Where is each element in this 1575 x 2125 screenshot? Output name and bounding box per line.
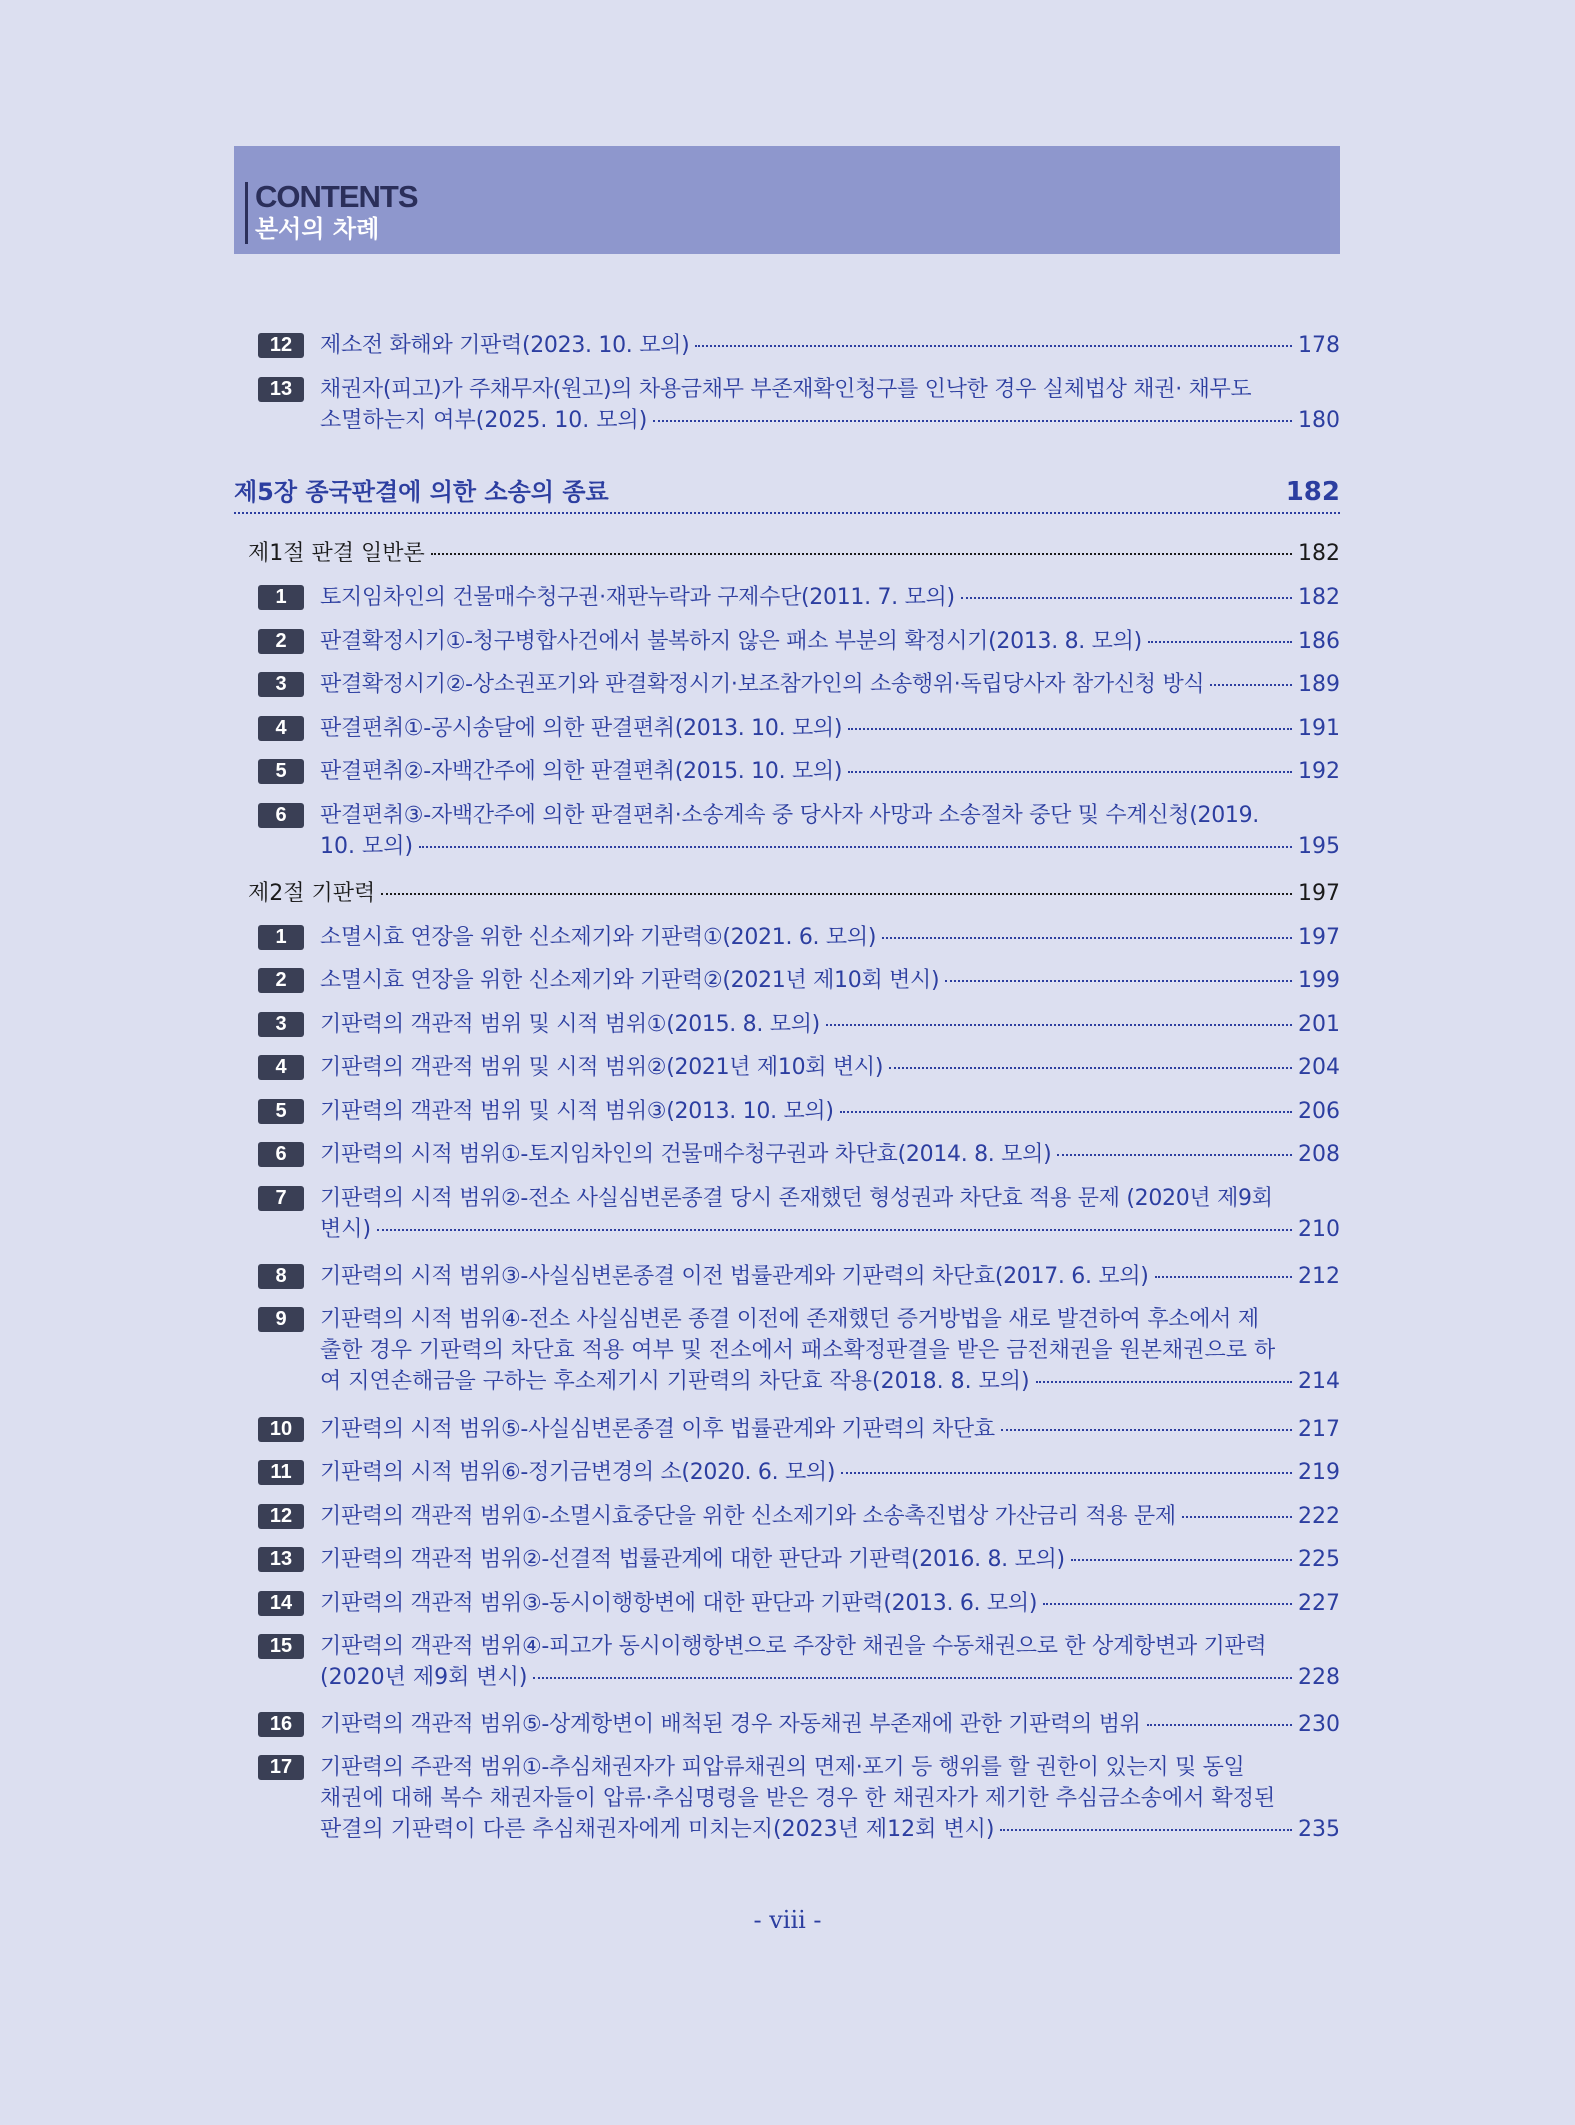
header-accent-bar	[245, 182, 248, 244]
entry-page-number: 214	[1298, 1369, 1340, 1394]
entry-title-text: 판결확정시기①-청구병합사건에서 불복하지 않은 패소 부분의 확정시기(2013. 8. 모의)	[320, 629, 1142, 654]
entry-title-text: 판결편취③-자백간주에 의한 판결편취·소송계속 중 당사자 사망과 소송절차 중단 및 수계신청(2019.	[320, 803, 1259, 828]
entry-page-number: 208	[1298, 1142, 1340, 1167]
entry-number-badge: 2	[258, 629, 304, 654]
entry-page-number: 191	[1298, 716, 1340, 741]
dot-leader	[945, 980, 1292, 982]
dot-leader	[826, 1024, 1292, 1026]
dot-leader	[1182, 1516, 1292, 1518]
entry-title-line	[320, 1139, 1340, 1170]
dot-leader	[1036, 1381, 1292, 1383]
entry-page-number: 219	[1298, 1460, 1340, 1485]
entry-title-line	[320, 1052, 1340, 1083]
entry-number-badge: 6	[258, 1142, 304, 1167]
dot-leader	[961, 597, 1292, 599]
entry-title-text: 기판력의 객관적 범위④-피고가 동시이행항변으로 주장한 채권을 수동채권으로 한 상계항변과 기판력	[320, 1634, 1267, 1659]
entry-title-line	[320, 669, 1340, 700]
entry-title-line	[320, 1457, 1340, 1488]
entry-title-text: 제소전 화해와 기판력(2023. 10. 모의)	[320, 333, 690, 358]
entry-title-text: 소멸시효 연장을 위한 신소제기와 기판력②(2021년 제10회 변시)	[320, 968, 940, 993]
dot-leader	[377, 1229, 1292, 1231]
dot-leader	[889, 1067, 1292, 1069]
dot-leader	[1001, 1429, 1292, 1431]
entry-title-text: 기판력의 시적 범위②-전소 사실심변론종결 당시 존재했던 형성권과 차단효 적용 문제 (2020년 제9회	[320, 1186, 1273, 1211]
entry-title-line	[320, 1096, 1340, 1127]
entry-title-line	[320, 374, 1340, 405]
entry-title-text: 기판력의 객관적 범위③-동시이행항변에 대한 판단과 기판력(2013. 6. 모의)	[320, 1591, 1038, 1616]
dot-leader	[1148, 641, 1292, 643]
entry-number-badge: 7	[258, 1186, 304, 1211]
entry-title-line	[320, 405, 1340, 436]
entry-title-text: 출한 경우 기판력의 차단효 적용 여부 및 전소에서 패소확정판결을 받은 금전채권을 원본채권으로 하	[320, 1338, 1276, 1363]
entry-title-text: 10. 모의)	[320, 834, 414, 859]
entry-title-text: 기판력의 시적 범위④-전소 사실심변론 종결 이전에 존재했던 증거방법을 새로 발견하여 후소에서 제	[320, 1307, 1259, 1332]
entry-page-number: 206	[1298, 1099, 1340, 1124]
entry-number-badge: 15	[258, 1634, 304, 1659]
section-heading[interactable]	[234, 878, 1340, 909]
entry-page-number: 225	[1298, 1547, 1340, 1572]
entry-page-number: 182	[1298, 585, 1340, 610]
entry-number-badge: 12	[258, 1504, 304, 1529]
entry-number-badge: 10	[258, 1417, 304, 1442]
entry-title-line	[320, 1631, 1340, 1662]
entry-page-number: 197	[1298, 925, 1340, 950]
entry-title-text: 여 지연손해금을 구하는 후소제기시 기판력의 차단효 작용(2018. 8. 모의)	[320, 1369, 1030, 1394]
entry-title-line	[320, 965, 1340, 996]
entry-number-badge: 5	[258, 759, 304, 784]
section-heading[interactable]	[234, 538, 1340, 569]
entry-page-number: 212	[1298, 1264, 1340, 1289]
entry-title-line	[320, 800, 1340, 831]
entry-page-number: 195	[1298, 834, 1340, 859]
entry-title-text: 판결확정시기②-상소권포기와 판결확정시기·보조참가인의 소송행위·독립당사자 참가신청 방식	[320, 672, 1205, 697]
entry-number-badge: 4	[258, 716, 304, 741]
dot-leader	[533, 1677, 1292, 1679]
entry-number-badge: 3	[258, 672, 304, 697]
section-title: 제1절 판결 일반론	[248, 541, 425, 566]
entry-title-text: (2020년 제9회 변시)	[320, 1665, 528, 1690]
entry-title-line	[320, 1783, 1340, 1814]
entry-page-number: 230	[1298, 1712, 1340, 1737]
entry-title-line	[320, 1414, 1340, 1445]
entry-title-line	[320, 330, 1340, 361]
entry-title-text: 기판력의 객관적 범위 및 시적 범위②(2021년 제10회 변시)	[320, 1055, 884, 1080]
entry-title-text: 기판력의 객관적 범위 및 시적 범위①(2015. 8. 모의)	[320, 1012, 820, 1037]
entry-title-line	[320, 1366, 1340, 1397]
entry-title-text: 판결편취②-자백간주에 의한 판결편취(2015. 10. 모의)	[320, 759, 843, 784]
entry-number-badge: 17	[258, 1755, 304, 1780]
entry-number-badge: 16	[258, 1712, 304, 1737]
entry-number-badge: 11	[258, 1460, 304, 1485]
dot-leader	[381, 893, 1292, 895]
dot-leader	[1210, 684, 1292, 686]
entry-page-number: 180	[1298, 408, 1340, 433]
dot-leader	[882, 937, 1292, 939]
entry-title-line	[320, 1304, 1340, 1335]
entry-page-number: 228	[1298, 1665, 1340, 1690]
entry-title-text: 판결의 기판력이 다른 추심채권자에게 미치는지(2023년 제12회 변시)	[320, 1817, 995, 1842]
entry-page-number: 186	[1298, 629, 1340, 654]
entry-title-line	[320, 1009, 1340, 1040]
entry-title-line	[320, 922, 1340, 953]
entry-number-badge: 4	[258, 1055, 304, 1080]
entry-title-text: 기판력의 주관적 범위①-추심채권자가 피압류채권의 면제·포기 등 행위를 할 권한이 있는지 및 동일	[320, 1755, 1245, 1780]
entry-title-text: 기판력의 객관적 범위⑤-상계항변이 배척된 경우 자동채권 부존재에 관한 기판력의 범위	[320, 1712, 1141, 1737]
entry-title-line	[320, 1752, 1340, 1783]
entry-page-number: 227	[1298, 1591, 1340, 1616]
header-subtitle: 본서의 차례	[255, 215, 380, 243]
entry-number-badge: 14	[258, 1591, 304, 1616]
entry-page-number: 217	[1298, 1417, 1340, 1442]
section-page-number: 182	[1298, 541, 1340, 566]
entry-title-line	[320, 1214, 1340, 1245]
entry-number-badge: 8	[258, 1264, 304, 1289]
dot-leader	[653, 420, 1292, 422]
entry-number-badge: 5	[258, 1099, 304, 1124]
section-title: 제2절 기판력	[248, 881, 376, 906]
dot-leader	[695, 345, 1292, 347]
entry-title-text: 기판력의 시적 범위⑥-정기금변경의 소(2020. 6. 모의)	[320, 1460, 836, 1485]
dot-leader	[841, 1472, 1292, 1474]
entry-page-number: 204	[1298, 1055, 1340, 1080]
entry-number-badge: 2	[258, 968, 304, 993]
entry-number-badge: 9	[258, 1307, 304, 1332]
entry-title-line	[320, 831, 1340, 862]
entry-page-number: 210	[1298, 1217, 1340, 1242]
entry-title-text: 기판력의 시적 범위①-토지임차인의 건물매수청구권과 차단효(2014. 8. 모의)	[320, 1142, 1052, 1167]
entry-title-line	[320, 1544, 1340, 1575]
entry-number-badge: 6	[258, 803, 304, 828]
entry-page-number: 192	[1298, 759, 1340, 784]
entry-title-line	[320, 1662, 1340, 1693]
entry-title-line	[320, 1183, 1340, 1214]
entry-title-text: 기판력의 시적 범위③-사실심변론종결 이전 법률관계와 기판력의 차단효(2017. 6. 모의)	[320, 1264, 1149, 1289]
entry-page-number: 201	[1298, 1012, 1340, 1037]
entry-title-line	[320, 626, 1340, 657]
entry-title-text: 채권자(피고)가 주채무자(원고)의 차용금채무 부존재확인청구를 인낙한 경우 실체법상 채권· 채무도	[320, 377, 1252, 402]
entry-number-badge: 13	[258, 1547, 304, 1572]
section-page-number: 197	[1298, 881, 1340, 906]
entry-title-line	[320, 713, 1340, 744]
entry-page-number: 222	[1298, 1504, 1340, 1529]
header-title: CONTENTS	[255, 179, 418, 214]
dot-leader	[1043, 1603, 1292, 1605]
chapter-title: 제5장 종국판결에 의한 소송의 종료	[234, 478, 609, 506]
entry-title-line	[320, 1709, 1340, 1740]
entry-page-number: 199	[1298, 968, 1340, 993]
entry-title-line	[320, 756, 1340, 787]
entry-title-text: 채권에 대해 복수 채권자들이 압류·추심명령을 받은 경우 한 채권자가 제기한 추심금소송에서 확정된	[320, 1786, 1276, 1811]
entry-title-line	[320, 1261, 1340, 1292]
entry-title-line	[320, 1814, 1340, 1845]
entry-title-text: 토지임차인의 건물매수청구권·재판누락과 구제수단(2011. 7. 모의)	[320, 585, 955, 610]
dot-leader	[1071, 1559, 1292, 1561]
entry-page-number: 189	[1298, 672, 1340, 697]
entry-title-text: 기판력의 객관적 범위 및 시적 범위③(2013. 10. 모의)	[320, 1099, 834, 1124]
entry-title-text: 변시)	[320, 1217, 372, 1242]
entry-number-badge: 3	[258, 1012, 304, 1037]
chapter-heading[interactable]	[234, 472, 1340, 514]
entry-title-text: 판결편취①-공시송달에 의한 판결편취(2013. 10. 모의)	[320, 716, 843, 741]
entry-number-badge: 13	[258, 377, 304, 402]
dot-leader	[1057, 1154, 1292, 1156]
entry-title-line	[320, 582, 1340, 613]
entry-title-line	[320, 1335, 1340, 1366]
dot-leader	[1155, 1276, 1292, 1278]
page-number: - viii -	[753, 1906, 822, 1934]
entry-number-badge: 1	[258, 585, 304, 610]
dot-leader	[1000, 1829, 1292, 1831]
entry-title-line	[320, 1501, 1340, 1532]
entry-title-line	[320, 1588, 1340, 1619]
contents-header	[234, 146, 1340, 254]
entry-title-text: 기판력의 시적 범위⑤-사실심변론종결 이후 법률관계와 기판력의 차단효	[320, 1417, 995, 1442]
entry-page-number: 235	[1298, 1817, 1340, 1842]
entry-title-text: 기판력의 객관적 범위①-소멸시효중단을 위한 신소제기와 소송촉진법상 가산금리 적용 문제	[320, 1504, 1176, 1529]
dot-leader	[848, 728, 1292, 730]
entry-number-badge: 1	[258, 925, 304, 950]
chapter-page-number: 182	[1285, 477, 1340, 507]
entry-number-badge: 12	[258, 333, 304, 358]
entry-page-number: 178	[1298, 333, 1340, 358]
entry-title-text: 소멸하는지 여부(2025. 10. 모의)	[320, 408, 648, 433]
dot-leader	[419, 846, 1292, 848]
dot-leader	[848, 771, 1292, 773]
dot-leader	[431, 553, 1292, 555]
dot-leader	[1147, 1724, 1292, 1726]
dot-leader	[840, 1111, 1292, 1113]
entry-title-text: 기판력의 객관적 범위②-선결적 법률관계에 대한 판단과 기판력(2016. 8. 모의)	[320, 1547, 1065, 1572]
entry-title-text: 소멸시효 연장을 위한 신소제기와 기판력①(2021. 6. 모의)	[320, 925, 877, 950]
